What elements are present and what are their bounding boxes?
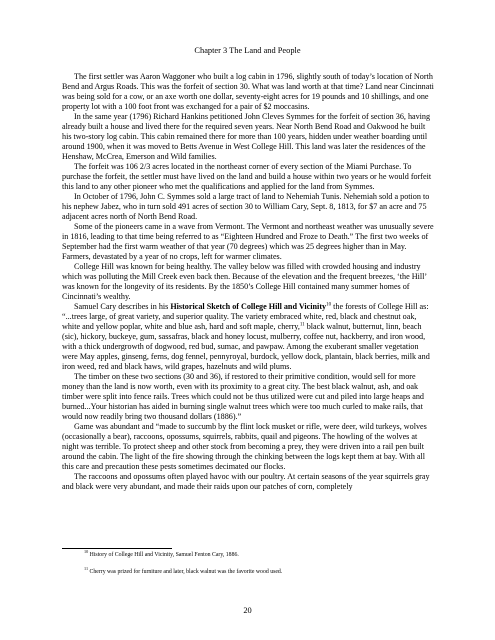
paragraph-9: Game was abundant and “made to succumb by the flint lock musket or rifle, were deer, wild turkeys, wolves (occasionally a bear), raccoons, opossums, squirrels, rabbits, quail and pigeons. The howling of the wolves at night was terrible. To protect sheep and other stock from becoming a prey, they were driven into a rail pen built around the cabin. The light of the fire showing through the chinking between the logs kept them at bay. With all this care and precaution these pests sometimes decimated our flocks. bbox=[62, 422, 427, 471]
footnote-text: Cherry was prized for furniture and later, black walnut was the favorite wood used. bbox=[88, 569, 283, 575]
paragraph-8: The timber on these two sections (30 and 36), if restored to their primitive condition, would sell for more money than the land is now worth, even with its proximity to a great city. The best black walnut, ash, and oak timber were split into fence rails. Trees which could not be thus utilized were cut and piled into large heaps and burned...Your historian has aided in burning single walnut trees which were too much curled to make rails, that would now readily bring two thousand dollars (1886).” bbox=[62, 372, 424, 421]
footnote-10 bbox=[84, 549, 434, 559]
paragraph-3: The forfeit was 106 2/3 acres located in the northeast corner of every section of the Miami Purchase. To purchase the forfeit, the settler must have lived on the land and build a house within two years or he would forfeit this land to any other pioneer who met the qualifications and applied for the land from Symmes. bbox=[62, 162, 432, 191]
paragraph-7 bbox=[62, 302, 435, 372]
footnote-ref-11: 11 bbox=[299, 322, 305, 328]
paragraph-7-intro: Samuel Cary describes in his bbox=[74, 302, 171, 311]
paragraph-1: The first settler was Aaron Waggoner who built a log cabin in 1796, slightly south of today’s location of North Bend and Argus Roads. This was the forfeit of section 30. What was land worth at that time? Land near Cincinnati was being sold for a cow, or an axe worth one dollar, seventy-eight acres for 19 pounds and 10 shillings, and one property lot with a 100 foot front was exchanged for a pair of $2 moccasins. bbox=[62, 72, 434, 111]
paragraph-5: Some of the pioneers came in a wave from Vermont. The Vermont and northeast weather was unusually severe in 1816, leading to that time being referred to as “Eighteen Hundred and Froze to Death.” The first two weeks of September had the first warm weather of that year (70 degrees) which was 25 degrees higher than in May. Farmers, devastated by a year of no crops, left for warmer climates. bbox=[62, 222, 434, 261]
page-number: 20 bbox=[243, 606, 252, 615]
paragraph-7-rest: black walnut, butternut, linn, beach (sic), hickory, buckeye, gum, sassafras, black and honey locust, mulberry, coffee nut, hackberry, and iron wood, with a thick undergrowth of dogwood, red bud, sumac, and pawpaw. Among the exuberant smaller vegetation were May apples, ginseng, ferns, dog fennel, pennyroyal, burdock, yellow dock, plantain, black berries, milk and iron weed, red and black haws, wild grapes, hazelnuts and wild plums. bbox=[62, 322, 430, 371]
chapter-title: Chapter 3 The Land and People bbox=[194, 46, 301, 55]
footnote-text: History of College Hill and Vicinity, Samuel Fenton Cary, 1886. bbox=[88, 552, 239, 558]
paragraph-6: College Hill was known for being healthy. The valley below was filled with crowded housing and industry which was polluting the Mill Creek even back then. Because of the elevation and the frequent breezes, ‘the Hill’ was known for the longevity of its residents. By the 1850’s College Hill contained many summer homes of Cincinnati’s wealthy. bbox=[62, 262, 427, 301]
footnote-11 bbox=[84, 566, 434, 576]
footnote-ref-10: 10 bbox=[326, 302, 332, 308]
footnote-divider bbox=[62, 548, 172, 549]
body-text bbox=[62, 72, 435, 492]
paragraph-2: In the same year (1796) Richard Hankins petitioned John Cleves Symmes for the forfeit of section 36, having already built a house and lived there for the required seven years. Near North Bend Road and Oakwood he built his two-story log cabin. This cabin remained there for more than 100 years, hidden under weather boarding until around 1900, when it was moved to Betts Avenue in West College Hill. This land was later the residences of the Henshaw, McCrea, Emerson and Wild families. bbox=[62, 112, 431, 161]
footnotes bbox=[84, 549, 434, 586]
book-title: Historical Sketch of College Hill and Vicinity bbox=[170, 302, 327, 311]
footnote-mark: 11 bbox=[84, 566, 89, 572]
paragraph-4: In October of 1796, John C. Symmes sold a large tract of land to Nehemiah Tunis. Nehemiah sold a potion to his nephew Jabez, who in turn sold 491 acres of section 30 to William Cary, Sept. 8, 1813, for $7 an acre and 75 adjacent acres north of North Bend Road. bbox=[62, 192, 430, 221]
paragraph-10: The raccoons and opossums often played havoc with our poultry. At certain seasons of the year squirrels gray and black were very abundant, and made their raids upon our patches of corn, completely bbox=[62, 472, 430, 491]
paragraph-7-quote: the forests of College Hill as: “...trees large, of great variety, and superior quality. The variety embraced white, red, black and chestnut oak, white and yellow poplar, white and blue ash, hard and soft maple, cherry, bbox=[62, 302, 429, 331]
footnote-mark: 10 bbox=[84, 549, 89, 555]
